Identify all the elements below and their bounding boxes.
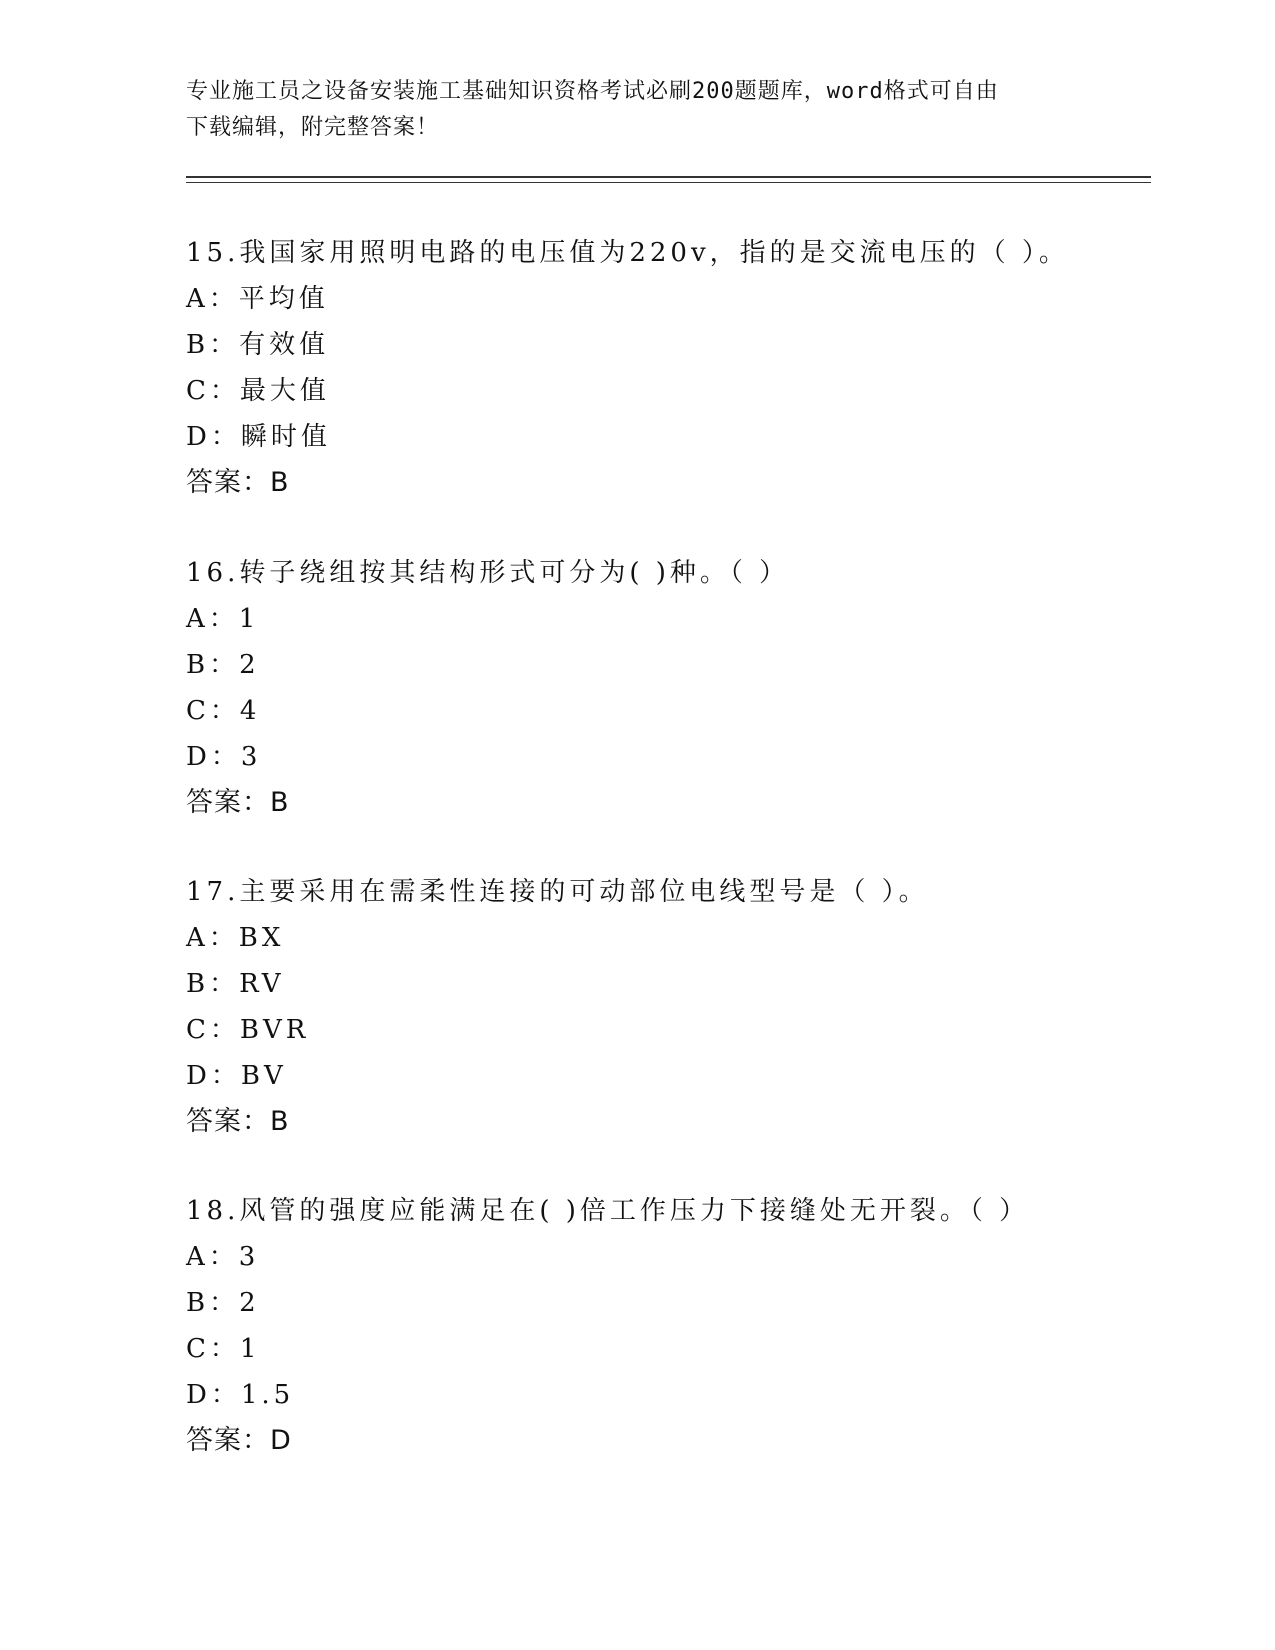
option-a: A：3 — [186, 1242, 260, 1272]
option-b: B：2 — [186, 1288, 260, 1318]
question-stem: 16.转子绕组按其结构形式可分为( )种。（ ） — [186, 558, 790, 588]
option-c: C：BVR — [186, 1015, 310, 1045]
question-stem: 17.主要采用在需柔性连接的可动部位电线型号是（ ）。 — [186, 877, 929, 907]
question-16 — [186, 550, 1186, 826]
option-d: D：3 — [186, 742, 262, 772]
option-b: B：2 — [186, 650, 260, 680]
question-17 — [186, 869, 1186, 1145]
header-divider-thick — [186, 176, 1151, 178]
answer-line: 答案：B — [186, 467, 290, 498]
option-b: B：RV — [186, 969, 285, 999]
option-d: D：BV — [186, 1061, 287, 1091]
option-a: A：BX — [186, 923, 285, 953]
question-18 — [186, 1188, 1186, 1464]
option-a: A：1 — [186, 604, 260, 634]
header-line-2: 下载编辑，附完整答案！ — [186, 115, 440, 140]
document-header — [186, 74, 1086, 146]
question-15 — [186, 230, 1186, 506]
header-divider-thin — [186, 182, 1151, 183]
answer-line: 答案：D — [186, 1425, 292, 1456]
option-c: C：最大值 — [186, 376, 330, 406]
option-c: C：4 — [186, 696, 261, 726]
option-d: D：瞬时值 — [186, 422, 331, 452]
question-stem: 15.我国家用照明电路的电压值为220v，指的是交流电压的（ ）。 — [186, 238, 1069, 268]
option-c: C：1 — [186, 1334, 261, 1364]
option-a: A：平均值 — [186, 284, 329, 314]
answer-line: 答案：B — [186, 787, 290, 818]
answer-line: 答案：B — [186, 1106, 290, 1137]
question-stem: 18.风管的强度应能满足在( )倍工作压力下接缝处无开裂。（ ） — [186, 1196, 1030, 1226]
option-b: B：有效值 — [186, 330, 330, 360]
option-d: D：1.5 — [186, 1380, 295, 1410]
header-line-1: 专业施工员之设备安装施工基础知识资格考试必刷200题题库，word格式可自由 — [186, 79, 999, 104]
